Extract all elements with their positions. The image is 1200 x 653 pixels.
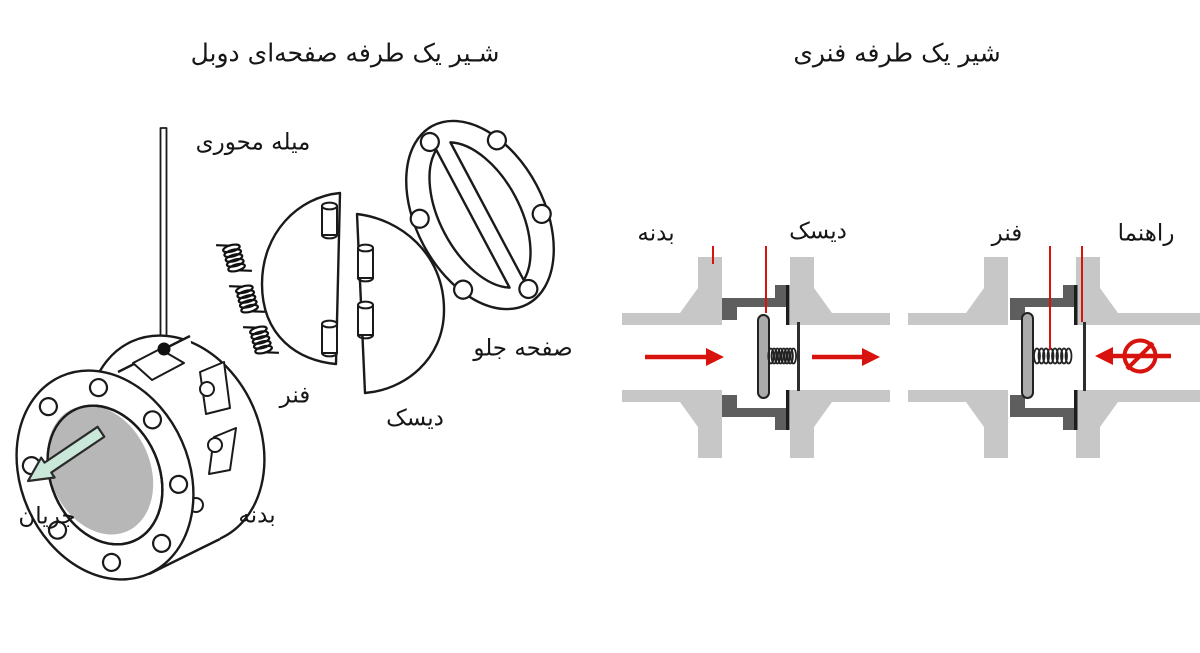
valve-disc xyxy=(758,315,769,398)
spring-coil-icon xyxy=(216,238,252,278)
inflow-arrow xyxy=(645,348,724,366)
guide-rod xyxy=(1083,322,1086,391)
seat-edge xyxy=(1074,390,1078,430)
valve-body xyxy=(0,307,297,608)
label-body-right: بدنه xyxy=(637,220,675,247)
guide-rod xyxy=(797,322,800,391)
left-diagram-title: شـیر یک طرفه صفحه‌ای دوبل xyxy=(190,38,500,68)
label-guide: راهنما xyxy=(1117,220,1175,247)
disc-left-half xyxy=(262,193,340,364)
seat-edge xyxy=(1074,285,1078,325)
label-flow: جریان xyxy=(18,503,76,530)
side-bolt-hole xyxy=(200,382,214,396)
right-diagram-title: شیر یک طرفه فنری xyxy=(793,38,1001,68)
seat-edge xyxy=(786,285,790,325)
label-front-plate: صفحه جلو xyxy=(473,335,573,362)
valve-closed-section xyxy=(908,246,1200,458)
valve-open-section xyxy=(622,246,890,458)
side-bolt-hole xyxy=(208,438,222,452)
seat-edge xyxy=(786,390,790,430)
label-axial-rod: میله محوری xyxy=(195,129,311,156)
spring-coil-icon xyxy=(229,279,265,319)
valve-spring xyxy=(1034,349,1072,364)
axial-rod xyxy=(161,128,167,346)
valve-spring xyxy=(768,349,796,364)
label-spring-right: فنر xyxy=(991,220,1023,247)
label-body-left: بدنه xyxy=(238,502,276,529)
outflow-arrow xyxy=(812,348,880,366)
valve-disc xyxy=(1022,313,1033,398)
label-spring-left: فنر xyxy=(279,382,311,409)
label-disc-right: دیسک xyxy=(789,218,847,245)
hinge-pin-dot xyxy=(158,343,171,356)
label-disc-left: دیسک xyxy=(386,405,444,432)
